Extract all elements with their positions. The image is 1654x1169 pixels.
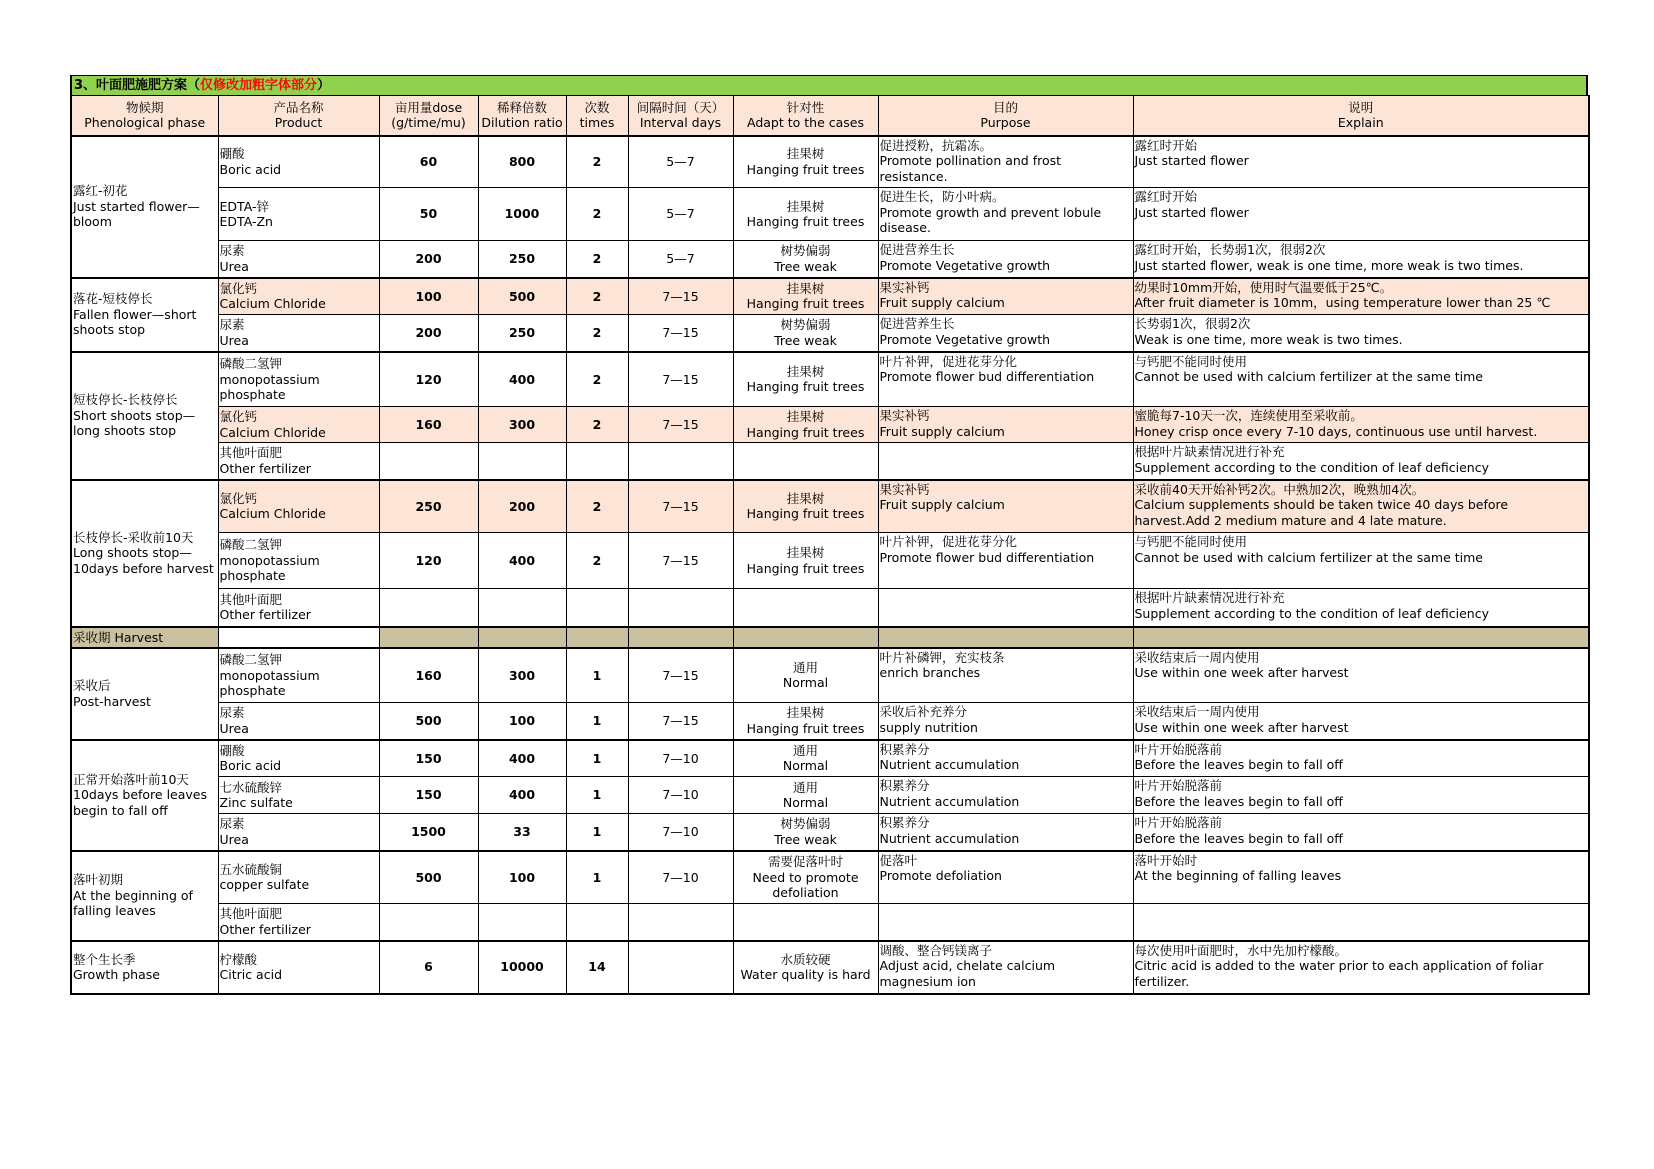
explain-cell: 与钙肥不能同时使用 Cannot be used with calcium fertilizer at the same time bbox=[1133, 533, 1589, 589]
phase-cell: 正常开始落叶前10天 10days before leaves begin to fall off bbox=[71, 740, 218, 851]
interval-cell: 7—10 bbox=[628, 851, 733, 904]
purpose-cell: 叶片补磷钾，充实枝条 enrich branches bbox=[878, 648, 1133, 703]
table-row bbox=[71, 533, 1589, 589]
dilution-cell bbox=[478, 904, 566, 941]
dose-cell: 1500 bbox=[379, 814, 478, 851]
product-cell: 氯化钙 Calcium Chloride bbox=[218, 407, 379, 443]
table-row bbox=[71, 648, 1589, 703]
product-cell: 氯化钙 Calcium Chloride bbox=[218, 278, 379, 315]
purpose-cell: 积累养分 Nutrient accumulation bbox=[878, 814, 1133, 851]
fertilizer-table bbox=[70, 95, 1590, 995]
table-row bbox=[71, 589, 1589, 627]
explain-cell: 采收结束后一周内使用 Use within one week after harvest bbox=[1133, 703, 1589, 740]
dilution-cell: 200 bbox=[478, 480, 566, 533]
table-row bbox=[71, 814, 1589, 851]
dose-cell: 500 bbox=[379, 703, 478, 740]
purpose-cell: 促进授粉，抗霜冻。 Promote pollination and frost resistance. bbox=[878, 136, 1133, 188]
dilution-cell: 300 bbox=[478, 407, 566, 443]
dilution-cell: 400 bbox=[478, 352, 566, 407]
product-cell: 七水硫酸锌 Zinc sulfate bbox=[218, 777, 379, 814]
dilution-cell: 250 bbox=[478, 241, 566, 278]
harvest-label: 采收期 Harvest bbox=[71, 627, 218, 648]
purpose-cell: 采收后补充养分 supply nutrition bbox=[878, 703, 1133, 740]
times-cell: 2 bbox=[566, 188, 628, 241]
title-suffix: ） bbox=[317, 78, 331, 93]
product-cell: 磷酸二氢钾 monopotassium phosphate bbox=[218, 533, 379, 589]
explain-cell: 根据叶片缺素情况进行补充 Supplement according to the condition of leaf deficiency bbox=[1133, 589, 1589, 627]
dose-cell: 200 bbox=[379, 315, 478, 352]
purpose-cell: 果实补钙 Fruit supply calcium bbox=[878, 278, 1133, 315]
product-cell: 磷酸二氢钾 monopotassium phosphate bbox=[218, 352, 379, 407]
product-cell: 磷酸二氢钾 monopotassium phosphate bbox=[218, 648, 379, 703]
interval-cell bbox=[628, 589, 733, 627]
times-cell: 2 bbox=[566, 407, 628, 443]
dilution-cell: 10000 bbox=[478, 941, 566, 994]
interval-cell: 7—10 bbox=[628, 740, 733, 777]
section-title bbox=[70, 75, 1588, 95]
target-cell: 水质较硬 Water quality is hard bbox=[733, 941, 878, 994]
table-row bbox=[71, 740, 1589, 777]
target-cell: 通用 Normal bbox=[733, 648, 878, 703]
target-cell bbox=[733, 589, 878, 627]
header-cell: 物候期 Phenological phase bbox=[71, 96, 218, 136]
dilution-cell: 33 bbox=[478, 814, 566, 851]
explain-cell: 根据叶片缺素情况进行补充 Supplement according to the condition of leaf deficiency bbox=[1133, 443, 1589, 480]
table-row bbox=[71, 241, 1589, 278]
dose-cell: 60 bbox=[379, 136, 478, 188]
explain-cell: 露红时开始 Just started flower bbox=[1133, 136, 1589, 188]
product-cell: 硼酸 Boric acid bbox=[218, 136, 379, 188]
purpose-cell: 促落叶 Promote defoliation bbox=[878, 851, 1133, 904]
explain-cell bbox=[1133, 904, 1589, 941]
purpose-cell: 积累养分 Nutrient accumulation bbox=[878, 740, 1133, 777]
target-cell: 挂果树 Hanging fruit trees bbox=[733, 136, 878, 188]
dose-cell: 200 bbox=[379, 241, 478, 278]
header-cell: 说明 Explain bbox=[1133, 96, 1589, 136]
phase-cell: 露红-初花 Just started flower—bloom bbox=[71, 136, 218, 278]
explain-cell: 叶片开始脱落前 Before the leaves begin to fall off bbox=[1133, 740, 1589, 777]
explain-cell: 每次使用叶面肥时，水中先加柠檬酸。 Citric acid is added to the water prior to each application of foliar fertilizer. bbox=[1133, 941, 1589, 994]
dose-cell bbox=[379, 904, 478, 941]
interval-cell: 7—15 bbox=[628, 703, 733, 740]
interval-cell: 7—15 bbox=[628, 352, 733, 407]
purpose-cell: 促进生长，防小叶病。 Promote growth and prevent lobule disease. bbox=[878, 188, 1133, 241]
table-row bbox=[71, 352, 1589, 407]
fertilizer-sheet bbox=[70, 75, 1588, 995]
purpose-cell: 积累养分 Nutrient accumulation bbox=[878, 777, 1133, 814]
phase-cell: 整个生长季 Growth phase bbox=[71, 941, 218, 994]
times-cell: 2 bbox=[566, 136, 628, 188]
product-cell: 柠檬酸 Citric acid bbox=[218, 941, 379, 994]
phase-cell: 长枝停长-采收前10天 Long shoots stop—10days before harvest bbox=[71, 480, 218, 627]
product-cell: 氯化钙 Calcium Chloride bbox=[218, 480, 379, 533]
purpose-cell bbox=[878, 443, 1133, 480]
interval-cell bbox=[628, 904, 733, 941]
explain-cell: 露红时开始 Just started flower bbox=[1133, 188, 1589, 241]
dose-cell: 160 bbox=[379, 407, 478, 443]
header-cell: 亩用量dose (g/time/mu) bbox=[379, 96, 478, 136]
product-cell: 其他叶面肥 Other fertilizer bbox=[218, 904, 379, 941]
target-cell bbox=[733, 904, 878, 941]
interval-cell: 7—10 bbox=[628, 777, 733, 814]
target-cell: 需要促落叶时 Need to promote defoliation bbox=[733, 851, 878, 904]
target-cell: 通用 Normal bbox=[733, 740, 878, 777]
times-cell: 1 bbox=[566, 814, 628, 851]
purpose-cell: 叶片补钾，促进花芽分化 Promote flower bud differentiation bbox=[878, 352, 1133, 407]
phase-cell: 短枝停长-长枝停长 Short shoots stop—long shoots stop bbox=[71, 352, 218, 480]
times-cell bbox=[566, 904, 628, 941]
table-row bbox=[71, 777, 1589, 814]
dose-cell: 150 bbox=[379, 740, 478, 777]
table-row bbox=[71, 188, 1589, 241]
dose-cell bbox=[379, 589, 478, 627]
interval-cell bbox=[628, 941, 733, 994]
dilution-cell: 250 bbox=[478, 315, 566, 352]
header-cell: 次数 times bbox=[566, 96, 628, 136]
dilution-cell: 500 bbox=[478, 278, 566, 315]
dilution-cell: 800 bbox=[478, 136, 566, 188]
explain-cell: 落叶开始时 At the beginning of falling leaves bbox=[1133, 851, 1589, 904]
phase-cell: 采收后 Post-harvest bbox=[71, 648, 218, 740]
header-cell: 针对性 Adapt to the cases bbox=[733, 96, 878, 136]
dilution-cell: 400 bbox=[478, 740, 566, 777]
target-cell: 通用 Normal bbox=[733, 777, 878, 814]
dose-cell: 100 bbox=[379, 278, 478, 315]
times-cell: 2 bbox=[566, 352, 628, 407]
product-cell: 尿素 Urea bbox=[218, 814, 379, 851]
target-cell: 树势偏弱 Tree weak bbox=[733, 315, 878, 352]
times-cell: 2 bbox=[566, 533, 628, 589]
product-cell: 尿素 Urea bbox=[218, 703, 379, 740]
dose-cell: 120 bbox=[379, 533, 478, 589]
table-row bbox=[71, 315, 1589, 352]
interval-cell: 7—15 bbox=[628, 480, 733, 533]
phase-cell: 落花-短枝停长 Fallen flower—short shoots stop bbox=[71, 278, 218, 352]
times-cell: 2 bbox=[566, 480, 628, 533]
interval-cell bbox=[628, 443, 733, 480]
interval-cell: 5—7 bbox=[628, 188, 733, 241]
harvest-divider-row bbox=[71, 627, 1589, 648]
interval-cell: 5—7 bbox=[628, 241, 733, 278]
product-cell: 五水硫酸铜 copper sulfate bbox=[218, 851, 379, 904]
header-cell: 目的 Purpose bbox=[878, 96, 1133, 136]
table-row bbox=[71, 904, 1589, 941]
title-prefix: 3、叶面肥施肥方案（ bbox=[74, 78, 201, 93]
explain-cell: 蜜脆每7-10天一次，连续使用至采收前。 Honey crisp once every 7-10 days, continuous use until harvest. bbox=[1133, 407, 1589, 443]
target-cell bbox=[733, 443, 878, 480]
dose-cell: 500 bbox=[379, 851, 478, 904]
interval-cell: 7—15 bbox=[628, 533, 733, 589]
explain-cell: 叶片开始脱落前 Before the leaves begin to fall off bbox=[1133, 814, 1589, 851]
purpose-cell: 促进营养生长 Promote Vegetative growth bbox=[878, 315, 1133, 352]
dose-cell: 250 bbox=[379, 480, 478, 533]
target-cell: 挂果树 Hanging fruit trees bbox=[733, 407, 878, 443]
table-row bbox=[71, 443, 1589, 480]
target-cell: 树势偏弱 Tree weak bbox=[733, 241, 878, 278]
times-cell: 2 bbox=[566, 241, 628, 278]
purpose-cell: 促进营养生长 Promote Vegetative growth bbox=[878, 241, 1133, 278]
dilution-cell: 100 bbox=[478, 851, 566, 904]
table-row bbox=[71, 941, 1589, 994]
header-row bbox=[71, 96, 1589, 136]
times-cell: 1 bbox=[566, 703, 628, 740]
times-cell: 1 bbox=[566, 851, 628, 904]
target-cell: 树势偏弱 Tree weak bbox=[733, 814, 878, 851]
target-cell: 挂果树 Hanging fruit trees bbox=[733, 703, 878, 740]
explain-cell: 与钙肥不能同时使用 Cannot be used with calcium fertilizer at the same time bbox=[1133, 352, 1589, 407]
dilution-cell: 1000 bbox=[478, 188, 566, 241]
times-cell: 2 bbox=[566, 278, 628, 315]
dilution-cell bbox=[478, 443, 566, 480]
times-cell: 14 bbox=[566, 941, 628, 994]
times-cell: 1 bbox=[566, 777, 628, 814]
product-cell: 硼酸 Boric acid bbox=[218, 740, 379, 777]
dilution-cell: 400 bbox=[478, 533, 566, 589]
table-row bbox=[71, 278, 1589, 315]
dose-cell: 50 bbox=[379, 188, 478, 241]
explain-cell: 露红时开始，长势弱1次，很弱2次 Just started flower, weak is one time, more weak is two times. bbox=[1133, 241, 1589, 278]
dilution-cell bbox=[478, 589, 566, 627]
purpose-cell: 调酸、整合钙镁离子 Adjust acid, chelate calcium magnesium ion bbox=[878, 941, 1133, 994]
harvest-blank-cell bbox=[218, 627, 379, 648]
table-row bbox=[71, 407, 1589, 443]
explain-cell: 叶片开始脱落前 Before the leaves begin to fall off bbox=[1133, 777, 1589, 814]
purpose-cell bbox=[878, 904, 1133, 941]
interval-cell: 7—15 bbox=[628, 648, 733, 703]
interval-cell: 7—15 bbox=[628, 315, 733, 352]
dose-cell bbox=[379, 443, 478, 480]
dose-cell: 150 bbox=[379, 777, 478, 814]
purpose-cell: 果实补钙 Fruit supply calcium bbox=[878, 480, 1133, 533]
product-cell: 尿素 Urea bbox=[218, 315, 379, 352]
interval-cell: 7—15 bbox=[628, 278, 733, 315]
table-row bbox=[71, 703, 1589, 740]
target-cell: 挂果树 Hanging fruit trees bbox=[733, 480, 878, 533]
dilution-cell: 300 bbox=[478, 648, 566, 703]
target-cell: 挂果树 Hanging fruit trees bbox=[733, 533, 878, 589]
header-cell: 间隔时间（天） Interval days bbox=[628, 96, 733, 136]
table-row bbox=[71, 480, 1589, 533]
interval-cell: 5—7 bbox=[628, 136, 733, 188]
purpose-cell bbox=[878, 589, 1133, 627]
dose-cell: 160 bbox=[379, 648, 478, 703]
target-cell: 挂果树 Hanging fruit trees bbox=[733, 278, 878, 315]
title-highlight: 仅修改加粗字体部分 bbox=[200, 78, 318, 93]
target-cell: 挂果树 Hanging fruit trees bbox=[733, 188, 878, 241]
purpose-cell: 叶片补钾，促进花芽分化 Promote flower bud differentiation bbox=[878, 533, 1133, 589]
product-cell: EDTA-锌 EDTA-Zn bbox=[218, 188, 379, 241]
times-cell: 1 bbox=[566, 648, 628, 703]
table-row bbox=[71, 136, 1589, 188]
header-cell: 产品名称 Product bbox=[218, 96, 379, 136]
product-cell: 其他叶面肥 Other fertilizer bbox=[218, 443, 379, 480]
product-cell: 其他叶面肥 Other fertilizer bbox=[218, 589, 379, 627]
dose-cell: 120 bbox=[379, 352, 478, 407]
explain-cell: 长势弱1次，很弱2次 Weak is one time, more weak is two times. bbox=[1133, 315, 1589, 352]
explain-cell: 幼果时10mm开始，使用时气温要低于25℃。 After fruit diameter is 10mm，using temperature lower than 25 ℃ bbox=[1133, 278, 1589, 315]
phase-cell: 落叶初期 At the beginning of falling leaves bbox=[71, 851, 218, 941]
dose-cell: 6 bbox=[379, 941, 478, 994]
dilution-cell: 100 bbox=[478, 703, 566, 740]
times-cell: 2 bbox=[566, 315, 628, 352]
dilution-cell: 400 bbox=[478, 777, 566, 814]
product-cell: 尿素 Urea bbox=[218, 241, 379, 278]
explain-cell: 采收前40天开始补钙2次。中熟加2次，晚熟加4次。 Calcium supplements should be taken twice 40 days before harvest.Add 2 medium mature and 4 late mature. bbox=[1133, 480, 1589, 533]
times-cell bbox=[566, 443, 628, 480]
explain-cell: 采收结束后一周内使用 Use within one week after harvest bbox=[1133, 648, 1589, 703]
times-cell: 1 bbox=[566, 740, 628, 777]
header-cell: 稀释倍数 Dilution ratio bbox=[478, 96, 566, 136]
interval-cell: 7—10 bbox=[628, 814, 733, 851]
target-cell: 挂果树 Hanging fruit trees bbox=[733, 352, 878, 407]
interval-cell: 7—15 bbox=[628, 407, 733, 443]
purpose-cell: 果实补钙 Fruit supply calcium bbox=[878, 407, 1133, 443]
table-row bbox=[71, 851, 1589, 904]
times-cell bbox=[566, 589, 628, 627]
